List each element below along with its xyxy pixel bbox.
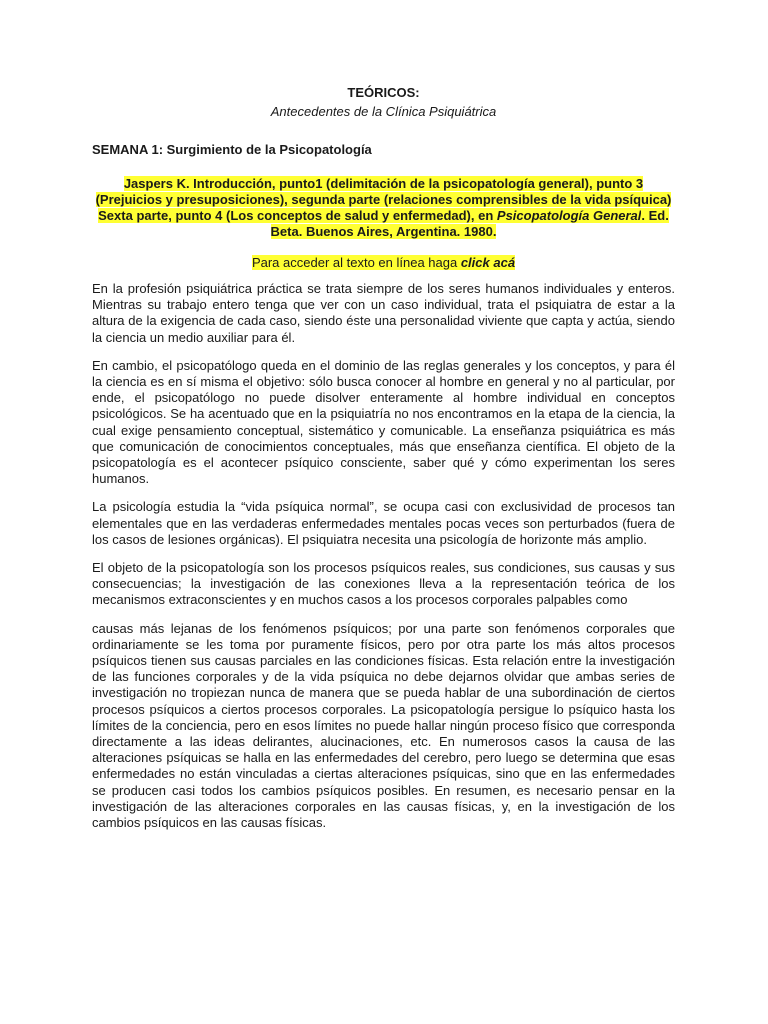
paragraph: En la profesión psiquiátrica práctica se trata siempre de los seres humanos individuales y enteros. Mientras su trabajo entero tenga que ver con un caso individual, trata el psiquiatra de estar a la altura de la exigencia de cada caso, siendo éste una personalidad viviente que capta y actúa, siendo la ciencia un medio auxiliar para él.: [92, 281, 675, 345]
online-access-line: [92, 254, 675, 271]
paragraph: En cambio, el psicopatólogo queda en el dominio de las reglas generales y los conceptos, y para él la ciencia es en sí misma el objetivo: sólo busca conocer al hombre en general y no al particular, por ende, el psicopatólogo no puede disolver enteramente al hombre individual en conceptos psicológicos. Se ha acentuado que en la psiquiatría no nos encontramos en la etapa de la ciencia, la cual exige pensamiento conceptual, sistemático y comunicable. La enseñanza psiquiátrica es más que comunicación de conocimientos conceptuales, más que enseñanza científica. El objeto de la psicopatología es el acontecer psíquico consciente, saber qué y cómo experimentan los seres humanos.: [92, 357, 675, 487]
paragraph: causas más lejanas de los fenómenos psíquicos; por una parte son fenómenos corporales que ordinariamente se les toma por puramente físicos, pero por otra parte los más altos procesos psíquicos tienen sus causas parciales en las condiciones físicas. Esta relación entre la investigación de las funciones corporales y de la vida psíquica no debe dejarnos olvidar que ambas series de investigación no tropiezan nunca de manera que se pueda hablar de una subordinación de ciertos procesos psíquicos a ciertos procesos corporales. La psicopatología persigue lo psíquico hasta los límites de la conciencia, pero en esos límites no puede hallar ningún proceso físico que corresponda directamente a las ideas delirantes, alucinaciones, etc. En numerosos casos la causa de las alteraciones psíquicas se halla en las enfermedades del cerebro, pero luego se determina que esas enfermedades no están vinculadas a ciertas alteraciones psíquicas, sino que en las enfermedades se producen casi todos los cambios psíquicos posibles. En resumen, es necesario pensar en la investigación de las alteraciones corporales en las causas físicas, y, en la investigación de los cambios psíquicos en las causas físicas.: [92, 620, 675, 831]
reference-text: Jaspers K. Introducción, punto1 (delimitación de la psicopatología general), punto 3 (Prejuicios y presuposiciones), segunda parte (relaciones comprensibles de la vida psíquica) Sexta parte, punto 4 (Los conceptos de salud y enfermedad), en: [95, 176, 672, 223]
reference-book-title: Psicopatología General: [496, 208, 642, 223]
access-text: Para acceder al texto en línea haga: [251, 255, 461, 270]
week-heading: SEMANA 1: Surgimiento de la Psicopatología: [92, 142, 372, 157]
bibliographic-reference: [92, 176, 675, 240]
document-page: [92, 84, 675, 831]
document-title: TEÓRICOS:: [347, 85, 420, 100]
document-subtitle: Antecedentes de la Clínica Psiquiátrica: [270, 104, 497, 119]
paragraph: El objeto de la psicopatología son los procesos psíquicos reales, sus condiciones, sus causas y sus consecuencias; la investigación de las conexiones lleva a la representación teórica de los mecanismos extraconscientes y en muchos casos a los procesos corporales palpables como: [92, 560, 675, 608]
reference-publisher: . Ed. Beta. Buenos Aires, Argentina. 1980.: [270, 208, 669, 239]
click-here-link[interactable]: click acá: [460, 255, 516, 270]
paragraph: La psicología estudia la “vida psíquica normal”, se ocupa casi con exclusividad de procesos tan elementales que en las verdaderas enfermedades mentales pocas veces son perturbados (fuera de los casos de lesiones orgánicas). El psiquiatra necesita una psicología de horizonte más amplio.: [92, 499, 675, 547]
